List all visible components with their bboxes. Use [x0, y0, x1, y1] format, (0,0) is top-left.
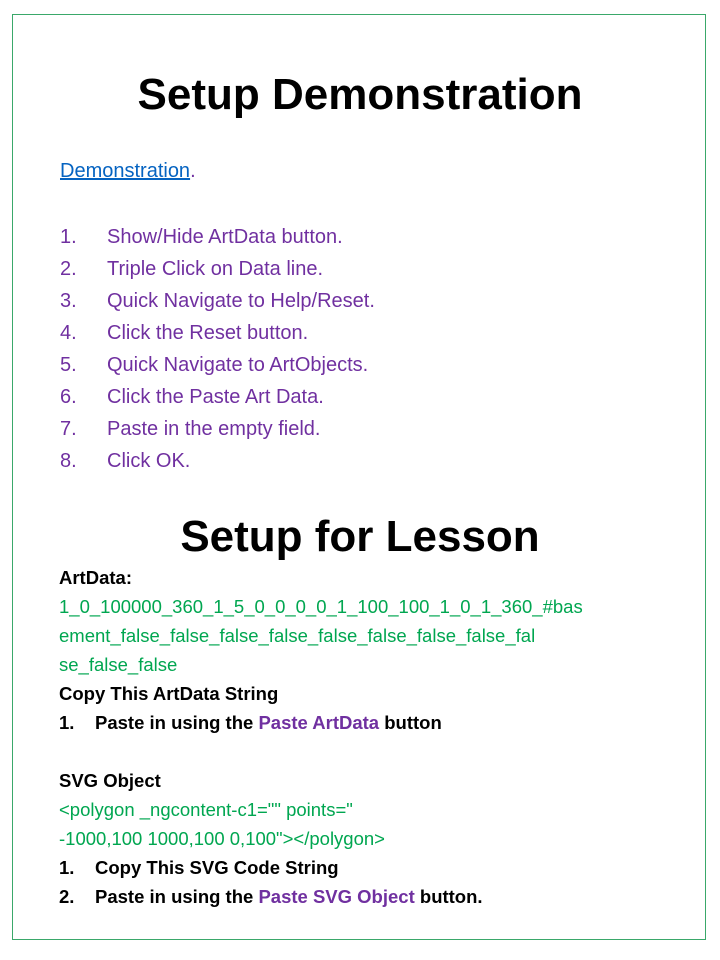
step-item: 1. Show/Hide ArtData button.: [60, 226, 343, 248]
copy-artdata-instruction: Copy This ArtData String: [59, 683, 279, 704]
step-item: 3. Quick Navigate to Help/Reset.: [60, 290, 375, 312]
svg-code-line: <polygon _ngcontent-c1="" points=": [59, 799, 353, 820]
demo-link-suffix: .: [190, 160, 196, 182]
svg-object-label: SVG Object: [59, 770, 161, 791]
step-item: 2. Triple Click on Data line.: [60, 258, 324, 280]
step-item: 8. Click OK.: [60, 450, 191, 472]
svg-step: 2. Paste in using the Paste SVG Object button.: [59, 886, 483, 907]
artdata-string-line: 1_0_100000_360_1_5_0_0_0_0_1_100_100_1_0_1_360_#bas: [59, 596, 583, 617]
lesson-body: [59, 563, 689, 911]
demo-steps-list: [60, 224, 375, 480]
svg-code-line: -1000,100 1000,100 0,100"></polygon>: [59, 828, 385, 849]
artdata-label: ArtData:: [59, 567, 132, 588]
step-item: 7. Paste in the empty field.: [60, 418, 321, 440]
step-item: 5. Quick Navigate to ArtObjects.: [60, 354, 369, 376]
svg-step: 1. Copy This SVG Code String: [59, 857, 339, 878]
paste-artdata-step: 1. Paste in using the Paste ArtData button: [59, 712, 442, 733]
paste-svg-button-ref: Paste SVG Object: [258, 886, 415, 907]
lesson-title: Setup for Lesson: [180, 512, 540, 561]
step-item: 4. Click the Reset button.: [60, 322, 309, 344]
artdata-string-line: ement_false_false_false_false_false_false_false_false_fal: [59, 625, 536, 646]
paste-artdata-button-ref: Paste ArtData: [258, 712, 380, 733]
page-title: Setup Demonstration: [137, 70, 583, 119]
step-item: 6. Click the Paste Art Data.: [60, 386, 324, 408]
demonstration-link[interactable]: Demonstration: [60, 160, 191, 182]
spacer: [59, 737, 689, 766]
demo-link-line: [60, 160, 196, 183]
artdata-string-line: se_false_false: [59, 654, 178, 675]
